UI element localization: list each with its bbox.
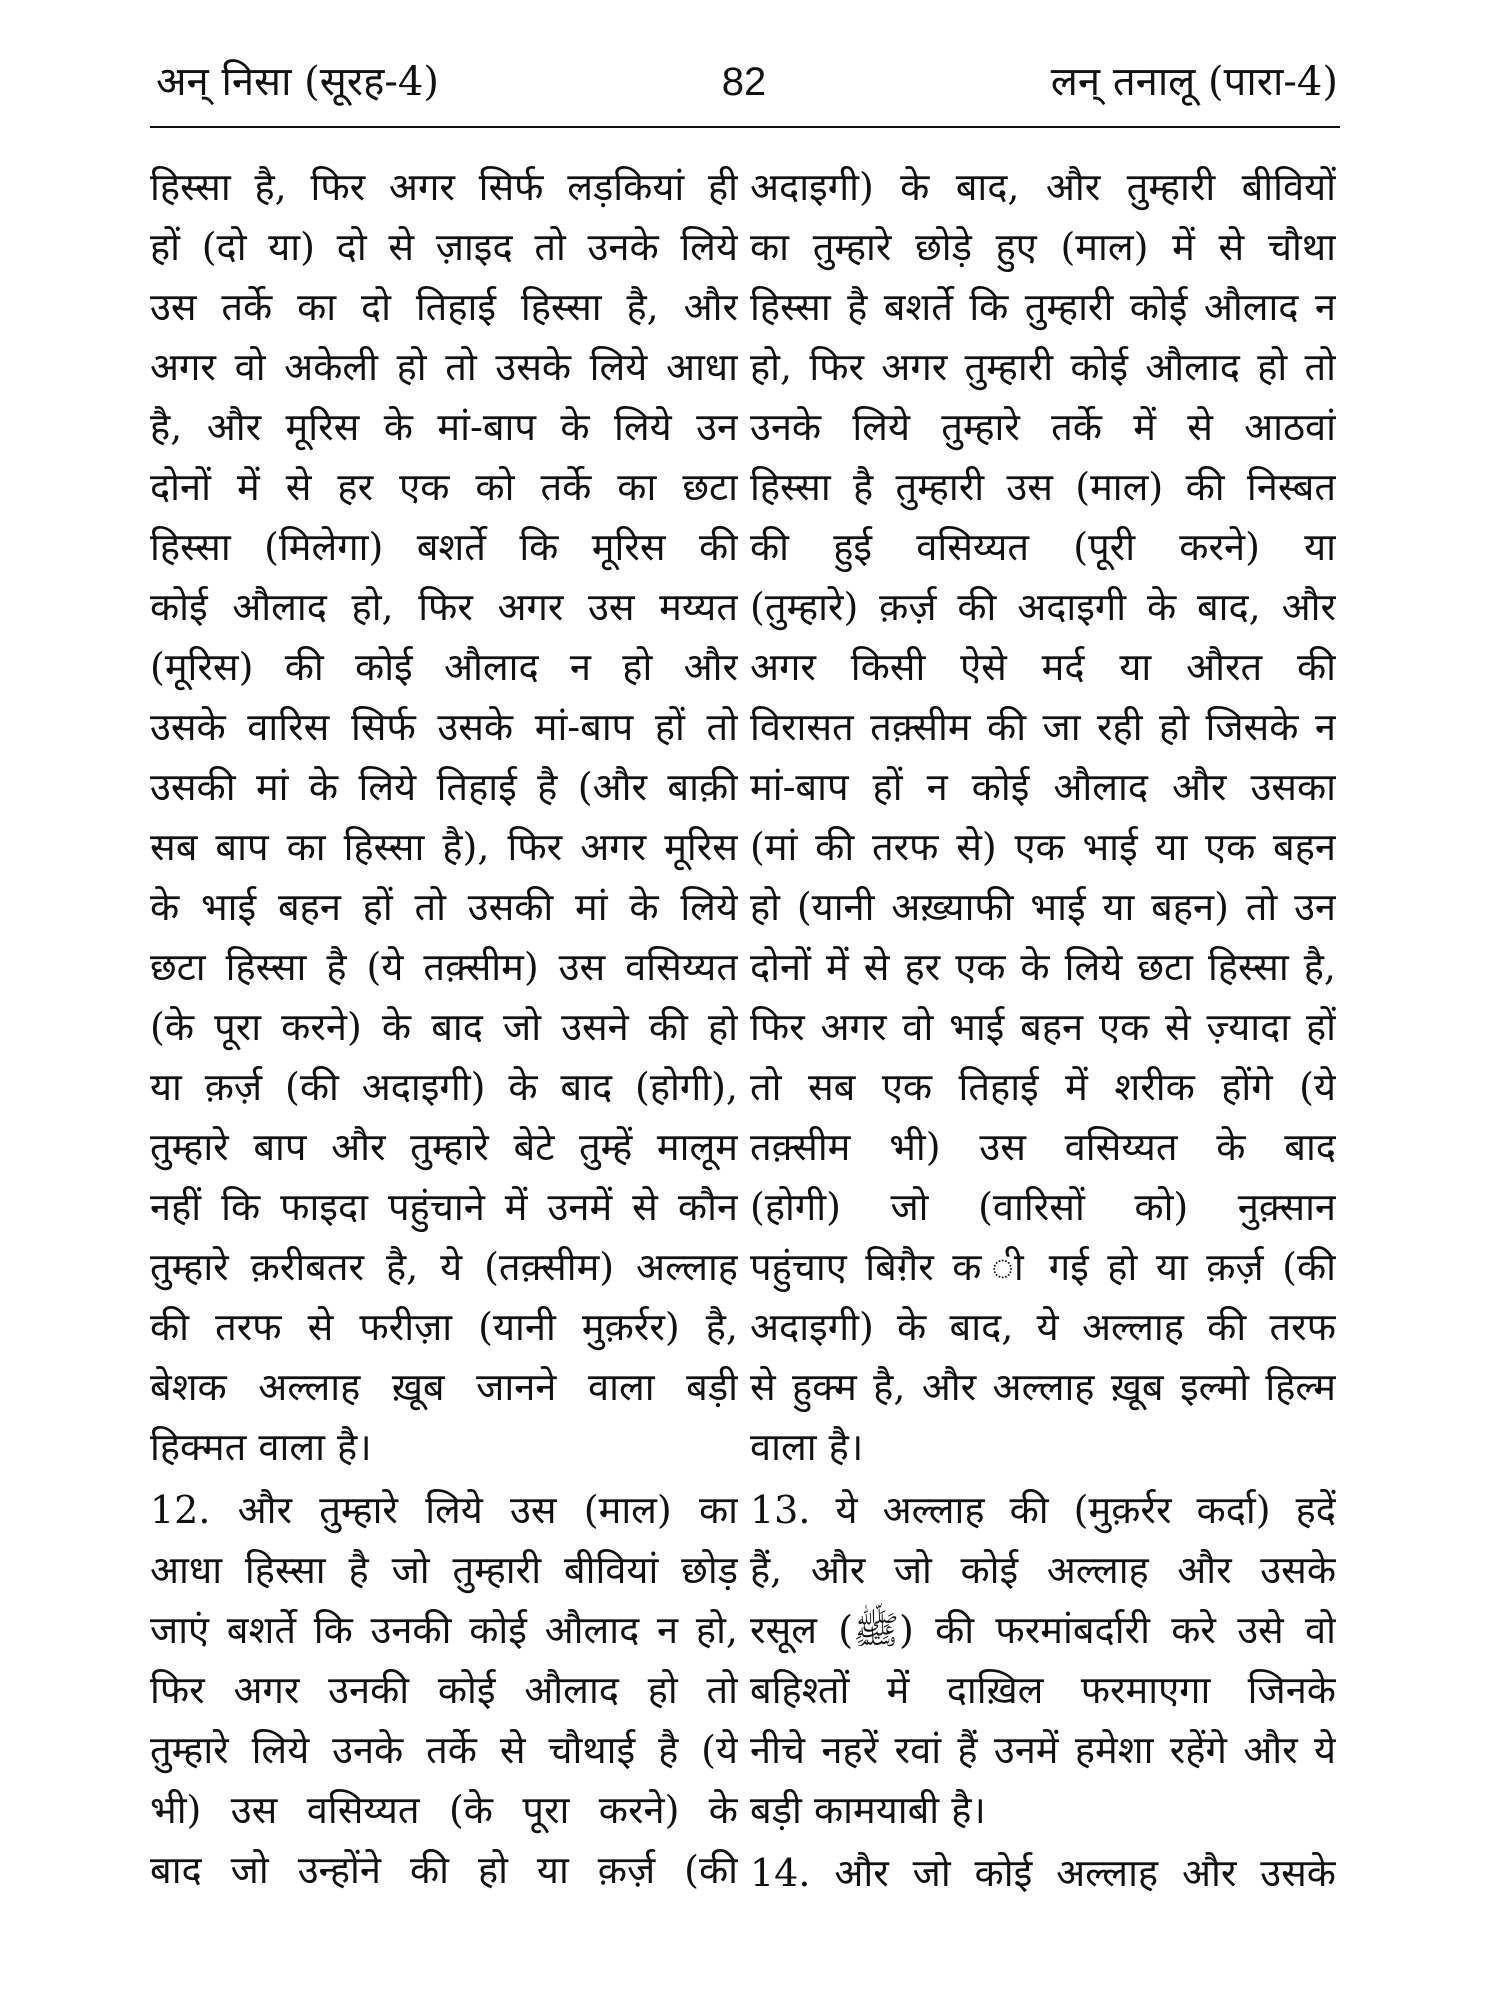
text-line: अगर किसी ऐसे मर्द या औरत की [750, 645, 1336, 689]
text-line: (मां की तरफ से) एक भाई या एक बहन [750, 825, 1336, 869]
text-line: के भाई बहन हों तो उसकी मां के लिये [150, 885, 738, 929]
text-line: तुम्हारे बाप और तुम्हारे बेटे तुम्हें मालूम [150, 1125, 738, 1169]
text-line: मां-बाप हों न कोई औलाद और उसका [750, 765, 1336, 809]
text-line: हो, फिर अगर तुम्हारी कोई औलाद हो तो [750, 345, 1336, 389]
text-line: (होगी) जो (वारिसों को) नुक़्सान [750, 1185, 1336, 1229]
text-line: हैं, और जो कोई अल्लाह और उसके [750, 1548, 1336, 1592]
text-line: कोई औलाद हो, फिर अगर उस मय्यत [150, 585, 738, 629]
text-line: पहुंचाए बिग़ैर क ी गई हो या क़र्ज़ (की [750, 1245, 1336, 1289]
text-line: सब बाप का हिस्सा है), फिर अगर मूरिस [150, 825, 738, 869]
text-line: दोनों में से हर एक को तर्के का छटा [150, 465, 738, 509]
text-line: हिक्मत वाला है। [150, 1425, 372, 1469]
text-line: तुम्हारे क़रीबतर है, ये (तक़्सीम) अल्लाह [150, 1245, 738, 1289]
header-divider [150, 126, 1340, 128]
text-line: विरासत तक़्सीम की जा रही हो जिसके न [750, 705, 1336, 749]
text-line: भी) उस वसिय्यत (के पूरा करने) के [150, 1788, 738, 1832]
text-line: उनके लिये तुम्हारे तर्के में से आठवां [750, 405, 1336, 449]
text-line: उसकी मां के लिये तिहाई है (और बाक़ी [150, 765, 738, 809]
text-line: नहीं कि फाइदा पहुंचाने में उनमें से कौन [150, 1185, 738, 1229]
text-line: बाद जो उन्होंने की हो या क़र्ज़ (की [150, 1848, 738, 1892]
text-line: हों (दो या) दो से ज़ाइद तो उनके लिये [150, 225, 738, 269]
text-line: अगर वो अकेली हो तो उसके लिये आधा [150, 345, 738, 389]
text-line: आधा हिस्सा है जो तुम्हारी बीवियां छोड़ [150, 1548, 738, 1592]
text-line: जाएं बशर्ते कि उनकी कोई औलाद न हो, [150, 1608, 738, 1652]
text-line: दोनों में से हर एक के लिये छटा हिस्सा है, [750, 945, 1336, 989]
text-line: (मूरिस) की कोई औलाद न हो और [150, 645, 738, 689]
text-line: बेशक अल्लाह ख़ूब जानने वाला बड़ी [150, 1365, 738, 1409]
text-line: उसके वारिस सिर्फ उसके मां-बाप हों तो [150, 705, 738, 749]
text-line: तुम्हारे लिये उनके तर्के से चौथाई है (ये [150, 1728, 738, 1772]
text-line: हिस्सा (मिलेगा) बशर्ते कि मूरिस की [150, 525, 738, 569]
left-column [150, 157, 738, 1900]
text-line: हो (यानी अख़्याफी भाई या बहन) तो उन [750, 885, 1336, 929]
verse-14-start: 14. और जो कोई अल्लाह और उसके [750, 1851, 1336, 1895]
text-line: (तुम्हारे) क़र्ज़ की अदाइगी के बाद, और [750, 585, 1336, 629]
text-line: अदाइगी) के बाद, और तुम्हारी बीवियों [750, 165, 1336, 209]
text-line: फिर अगर वो भाई बहन एक से ज़्यादा हों [750, 1005, 1336, 1049]
text-line: फिर अगर उनकी कोई औलाद हो तो [150, 1668, 738, 1712]
text-line: वाला है। [750, 1425, 864, 1469]
text-line: हिस्सा है बशर्ते कि तुम्हारी कोई औलाद न [750, 285, 1336, 329]
text-line: (के पूरा करने) के बाद जो उसने की हो [150, 1005, 738, 1049]
text-line: बहिश्तों में दाख़िल फरमाएगा जिनके [750, 1668, 1336, 1712]
text-line: का तुम्हारे छोड़े हुए (माल) में से चौथा [750, 225, 1336, 269]
text-line: तक़्सीम भी) उस वसिय्यत के बाद [750, 1125, 1336, 1169]
text-line: हिस्सा है, फिर अगर सिर्फ लड़कियां ही [150, 165, 738, 209]
text-line: छटा हिस्सा है (ये तक़्सीम) उस वसिय्यत [150, 945, 738, 989]
verse-13-start: 13. ये अल्लाह की (मुक़र्रर कर्दा) हदें [750, 1488, 1336, 1532]
text-line: बड़ी कामयाबी है। [750, 1788, 986, 1832]
text-line: उस तर्के का दो तिहाई हिस्सा है, और [150, 285, 738, 329]
text-line: या क़र्ज़ (की अदाइगी) के बाद (होगी), [150, 1065, 738, 1109]
text-line: से हुक्म है, और अल्लाह ख़ूब इल्मो हिल्म [750, 1365, 1336, 1409]
text-line: नीचे नहरें रवां हैं उनमें हमेशा रहेंगे और ये [750, 1728, 1336, 1772]
para-title: लन् तनालू (पारा-4) [1050, 59, 1338, 105]
right-column [750, 157, 1336, 1903]
text-line: रसूल (ﷺ) की फरमांबर्दारी करे उसे वो [750, 1608, 1336, 1652]
page-header [150, 52, 1338, 122]
text-line: तो सब एक तिहाई में शरीक होंगे (ये [750, 1065, 1336, 1109]
text-line: की तरफ से फरीज़ा (यानी मुक़र्रर) है, [150, 1305, 738, 1349]
surah-title: अन् निसा (सूरह-4) [156, 59, 439, 105]
page-number: 82 [721, 60, 767, 104]
text-line: हिस्सा है तुम्हारी उस (माल) की निस्बत [750, 465, 1336, 509]
text-line: अदाइगी) के बाद, ये अल्लाह की तरफ [750, 1305, 1336, 1349]
text-line: है, और मूरिस के मां-बाप के लिये उन [150, 405, 738, 449]
verse-12-start: 12. और तुम्हारे लिये उस (माल) का [150, 1488, 738, 1532]
text-line: की हुई वसिय्यत (पूरी करने) या [750, 525, 1336, 569]
